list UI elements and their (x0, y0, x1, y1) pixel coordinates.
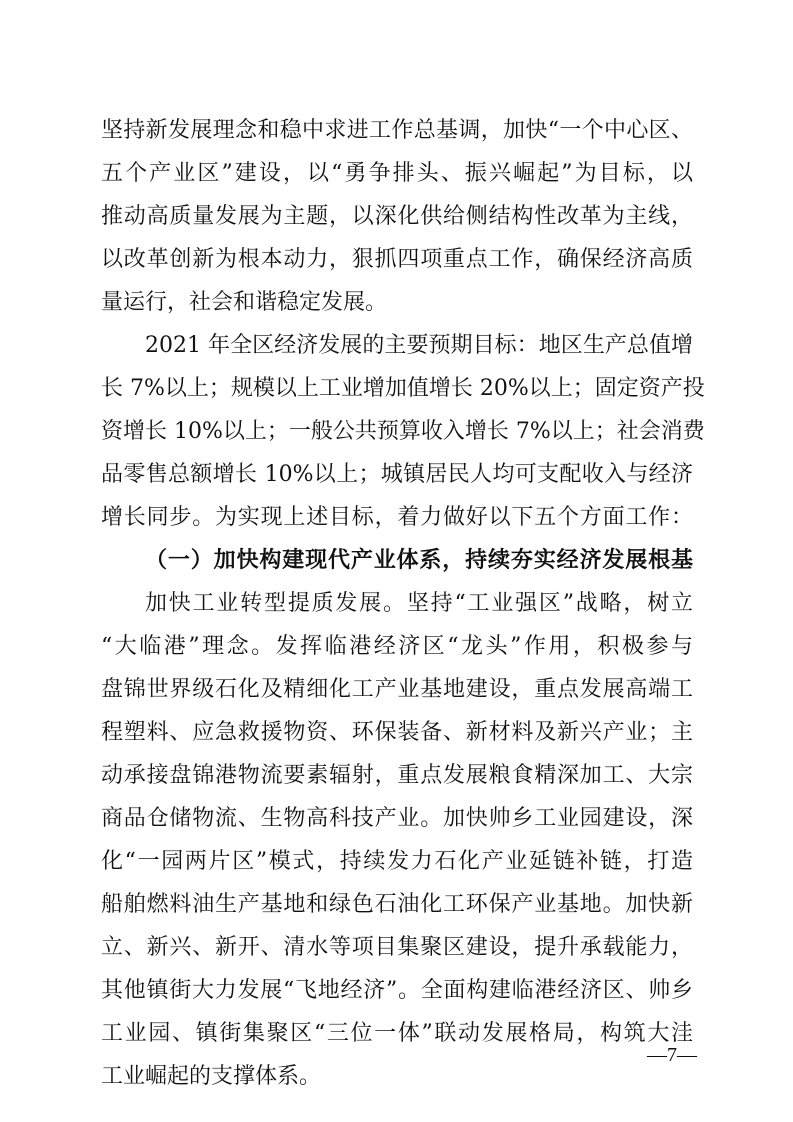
paragraph-line: 船舶燃料油生产基地和绿色石油化工环保产业基地。加快新 (101, 892, 693, 917)
section-heading: （一）加快构建现代产业体系，持续夯实经济发展根基 (145, 548, 693, 573)
paragraph-line: 量运行，社会和谐稳定发展。 (101, 290, 388, 315)
paragraph-line: 程塑料、应急救援物资、环保装备、新材料及新兴产业；主 (101, 720, 693, 745)
paragraph-line: 五个产业区”建设，以“勇争排头、振兴崛起”为目标，以 (101, 161, 693, 186)
paragraph-line: 加快工业转型提质发展。坚持“工业强区”战略，树立 (145, 591, 693, 616)
paragraph-line: 增长同步。为实现上述目标，着力做好以下五个方面工作： (101, 505, 693, 530)
paragraph-line: 资增长 10%以上；一般公共预算收入增长 7%以上；社会消费 (101, 419, 705, 444)
paragraph-line: 工业园、镇街集聚区“三位一体”联动发展格局，构筑大洼 (101, 1021, 693, 1046)
paragraph-line: 立、新兴、新开、清水等项目集聚区建设，提升承载能力， (101, 935, 693, 960)
paragraph-line: 品零售总额增长 10%以上；城镇居民人均可支配收入与经济 (101, 462, 693, 487)
paragraph-line: 长 7%以上；规模以上工业增加值增长 20%以上；固定资产投 (101, 376, 705, 401)
paragraph-line: 坚持新发展理念和稳中求进工作总基调，加快“一个中心区、 (101, 118, 693, 143)
paragraph-line: 盘锦世界级石化及精细化工产业基地建设，重点发展高端工 (101, 677, 693, 702)
paragraph-line: 化“一园两片区”模式，持续发力石化产业延链补链，打造 (101, 849, 693, 874)
paragraph-line: 其他镇街大力发展“飞地经济”。全面构建临港经济区、帅乡 (101, 978, 693, 1003)
paragraph-line: 动承接盘锦港物流要素辐射，重点发展粮食精深加工、大宗 (101, 763, 693, 788)
paragraph-line: 商品仓储物流、生物高科技产业。加快帅乡工业园建设，深 (101, 806, 693, 831)
paragraph-line: 推动高质量发展为主题，以深化供给侧结构性改革为主线， (101, 204, 693, 229)
paragraph-line: 2021 年全区经济发展的主要预期目标：地区生产总值增 (145, 333, 693, 358)
page-number: —7— (647, 1044, 697, 1066)
paragraph-line: “大临港”理念。发挥临港经济区“龙头”作用，积极参与 (101, 634, 693, 659)
paragraph-line: 工业崛起的支撑体系。 (101, 1064, 322, 1089)
paragraph-line: 以改革创新为根本动力，狠抓四项重点工作，确保经济高质 (101, 247, 693, 272)
